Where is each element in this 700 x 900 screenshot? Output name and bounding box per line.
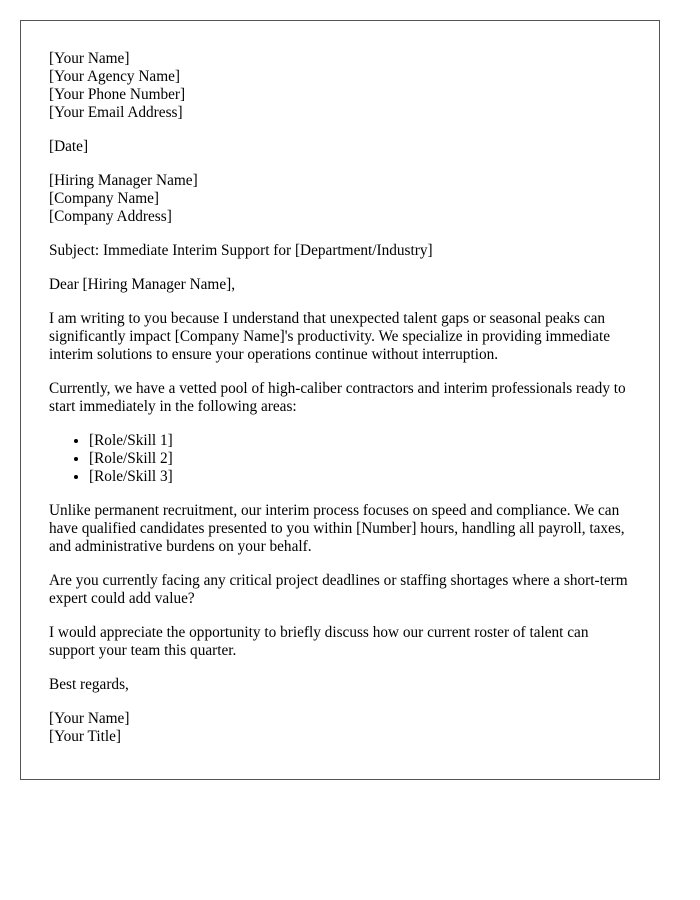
- sender-block: [49, 50, 631, 122]
- skills-list: [49, 432, 631, 486]
- date-block: [49, 138, 631, 156]
- recipient-block: [49, 172, 631, 226]
- skill-item: • [Role/Skill 1]: [89, 432, 631, 450]
- sender-agency: [Your Agency Name]: [49, 68, 180, 85]
- subject-line: Subject: Immediate Interim Support for [Department/Industry]: [49, 242, 433, 259]
- salutation: Dear [Hiring Manager Name],: [49, 276, 236, 293]
- signature-block: [49, 710, 631, 746]
- letter-date: [Date]: [49, 138, 89, 155]
- closing-line: Best regards,: [49, 676, 129, 693]
- body-paragraph-question: Are you currently facing any critical project deadlines or staffing shortages where a short-term expert could add value?: [49, 572, 628, 607]
- skill-item: • [Role/Skill 3]: [89, 468, 631, 486]
- body-paragraph-request: I would appreciate the opportunity to briefly discuss how our current roster of talent can support your team this quarter.: [49, 624, 589, 659]
- sender-phone: [Your Phone Number]: [49, 86, 186, 103]
- signature-name: [Your Name]: [49, 710, 130, 727]
- recipient-company: [Company Name]: [49, 190, 160, 207]
- recipient-name: [Hiring Manager Name]: [49, 172, 198, 189]
- body-paragraph-pool: Currently, we have a vetted pool of high-caliber contractors and interim professionals ready to start immediately in the following areas:: [49, 380, 626, 415]
- recipient-address: [Company Address]: [49, 208, 172, 225]
- letter-page: [20, 20, 660, 780]
- body-paragraph-intro: I am writing to you because I understand that unexpected talent gaps or seasonal peaks can significantly impact [Company Name]'s productivity. We specialize in providing immediate interim solutions to ensure your operations continue without interruption.: [49, 310, 610, 363]
- sender-email: [Your Email Address]: [49, 104, 183, 121]
- signature-title: [Your Title]: [49, 728, 121, 745]
- sender-name: [Your Name]: [49, 50, 130, 67]
- body-paragraph-process: Unlike permanent recruitment, our interim process focuses on speed and compliance. We can have qualified candidates presented to you within [Number] hours, handling all payroll, taxes, and administrative burdens on your behalf.: [49, 502, 625, 555]
- skill-item: • [Role/Skill 2]: [89, 450, 631, 468]
